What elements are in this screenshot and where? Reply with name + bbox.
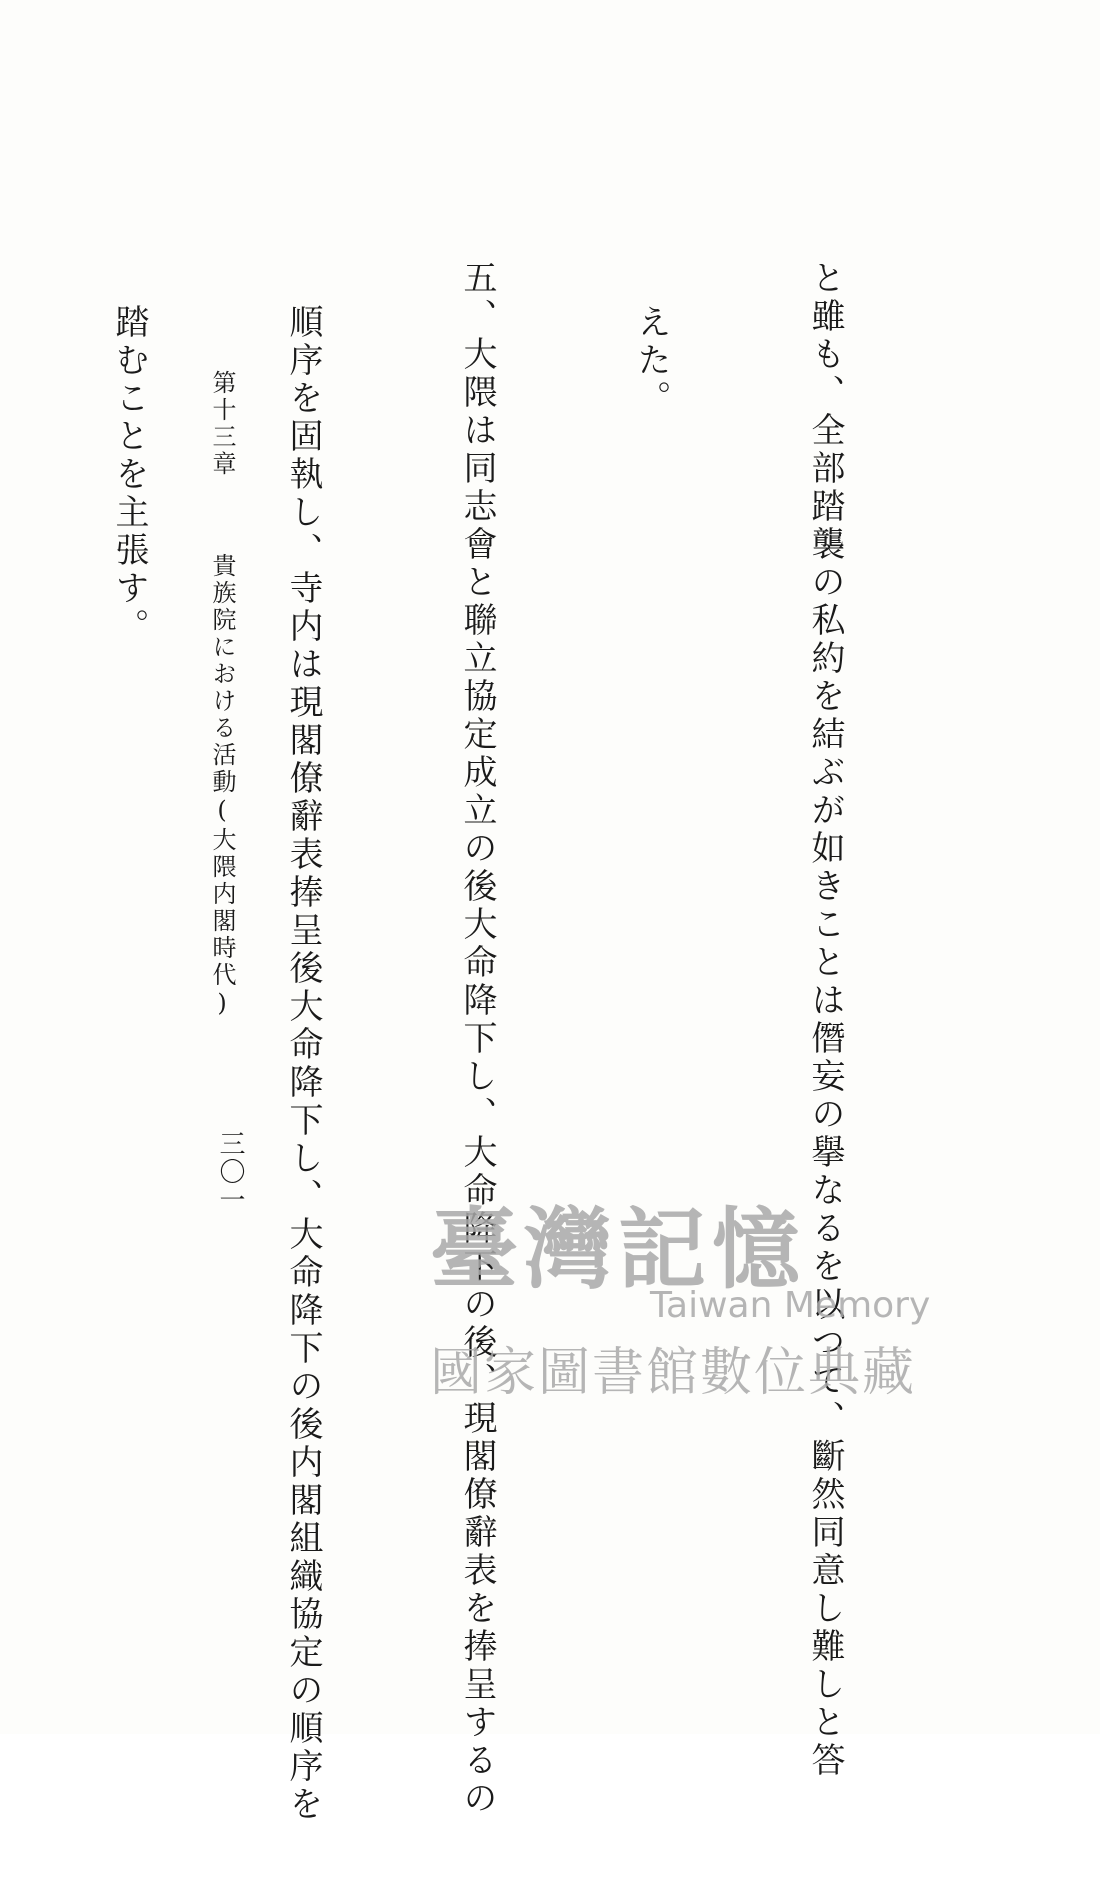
running-head-chapter: 第十三章	[208, 370, 236, 478]
text-line: 順序を固執し、寺内は現閣僚辭表捧呈後大命降下し、大命降下の後内閣組織協定の順序を	[283, 304, 323, 1824]
watermark-library: 國家圖書館數位典藏	[430, 1343, 917, 1403]
watermark-logo-text: 臺灣記憶	[430, 1197, 807, 1301]
text-line: 踏むことを主張す。	[109, 304, 149, 646]
text-line: と雖も、全部踏襲の私約を結ぶが如きことは僭妄の擧なるを以つて、斷然同意し難しと答	[805, 260, 845, 1780]
text-line: 五、大隈は同志會と聯立協定成立の後大命降下し、大命降下の後、現閣僚辭表を捧呈するの	[457, 260, 497, 1818]
running-head-title: 貴族院における活動(大隈内閣時代)	[208, 553, 236, 1020]
running-head	[205, 370, 240, 1020]
text-line: えた。	[631, 304, 671, 418]
page-number: 三〇一	[215, 1130, 245, 1214]
watermark-english: Taiwan Memory	[650, 1285, 931, 1326]
watermark	[420, 1180, 980, 1440]
